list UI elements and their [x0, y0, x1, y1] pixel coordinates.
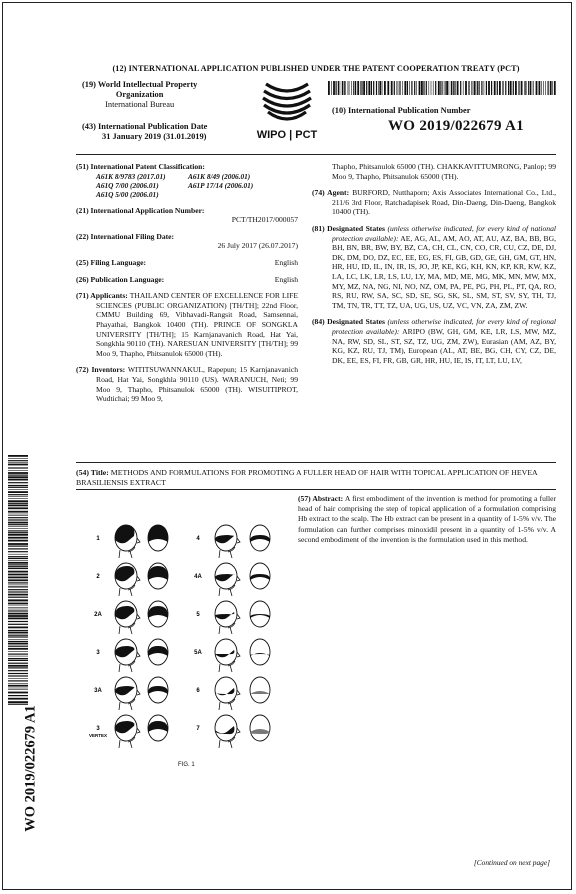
stage-label: 3	[96, 726, 100, 732]
top-view-head	[250, 601, 270, 627]
barcode-bar	[8, 627, 28, 629]
barcode-bar	[8, 656, 28, 657]
barcode-bar	[488, 81, 490, 95]
barcode-bar	[8, 624, 28, 625]
barcode-bar	[379, 81, 381, 95]
barcode-bar	[416, 81, 417, 95]
barcode-bar	[497, 81, 498, 95]
barcode-bar	[8, 554, 28, 555]
national-states-label: (81) Designated States	[312, 223, 385, 233]
barcode-bar	[8, 579, 28, 581]
org-line-1: (19) World Intellectual Property	[82, 80, 198, 89]
publication-barcode	[328, 81, 556, 95]
stage-label: 5A	[194, 650, 202, 656]
barcode-bar	[528, 81, 529, 95]
barcode-bar	[371, 81, 372, 95]
ipc-code	[188, 190, 280, 199]
filing-date: 26 July 2017 (26.07.2017)	[217, 241, 298, 251]
barcode-bar	[328, 81, 330, 95]
barcode-bar	[8, 636, 28, 637]
side-view-head	[115, 715, 140, 748]
side-view-head	[115, 525, 140, 558]
barcode-bar	[505, 81, 506, 95]
barcode-bar	[479, 81, 480, 95]
barcode-bar	[481, 81, 482, 95]
barcode-bar	[8, 607, 28, 608]
barcode-bar	[445, 81, 446, 95]
barcode-bar	[465, 81, 467, 95]
barcode-bar	[8, 603, 28, 604]
barcode-bar	[8, 532, 28, 533]
barcode-bar	[8, 548, 28, 549]
barcode-bar	[8, 599, 28, 601]
abstract-divider	[76, 489, 556, 490]
barcode-bar	[8, 577, 28, 579]
agent-label: (74) Agent:	[312, 188, 350, 198]
application-number-label: (21) International Application Number:	[76, 205, 205, 215]
barcode-bar	[333, 81, 335, 95]
barcode-bar	[384, 81, 386, 95]
barcode-bar	[8, 522, 28, 524]
barcode-bar	[8, 560, 28, 561]
barcode-bar	[440, 81, 441, 95]
barcode-bar	[532, 81, 533, 95]
pub-date-value: 31 January 2019 (31.01.2019)	[102, 132, 207, 141]
barcode-bar	[8, 476, 28, 478]
pub-number-label: (10) International Publication Number	[332, 106, 471, 115]
barcode-bar	[8, 537, 28, 539]
barcode-bar	[457, 81, 459, 95]
barcode-bar	[8, 472, 28, 474]
barcode-bar	[8, 618, 28, 620]
national-states-list: AE, AG, AL, AM, AO, AT, AU, AZ, BA, BB, BG, BH, BN, BR, BW, BY, BZ, CA, CH, CL, CN, CO, CR, CU, CZ, DE, DJ, DK, DM, DO, DZ, EC, EE, EG, ES, FI, GB, GD, GE, GH, GM, GT, HN, HR, HU, ID, IL, IN, IR, IS, JO, JP, KE, KG, KH, KN, KP, KR, KW, KZ, LA, LC, LK, LR, LS, LU, LY, MA, MD, ME, MG, MK, MN, MW, MX, MY, MZ, NA, NG, NI, NO, NZ, OM, PA, PE, PG, PH, PL, PT, QA, RO, RS, RU, RW, SA, SC, SD, SE, SG, SK, SL, SM, ST, SV, SY, TH, TJ, TM, TN, TR, TT, TZ, UA, UG, US, UZ, VC, VN, ZA, ZM, ZW.	[332, 233, 556, 310]
barcode-bar	[8, 551, 28, 552]
barcode-bar	[366, 81, 367, 95]
barcode-bar	[338, 81, 339, 95]
barcode-bar	[407, 81, 408, 95]
hair-loss-scale-figure	[86, 520, 284, 752]
barcode-bar	[357, 81, 359, 95]
barcode-bar	[8, 517, 28, 518]
barcode-bar	[353, 81, 354, 95]
title-text: METHODS AND FORMULATIONS FOR PROMOTING A FULLER HEAD OF HAIR WITH TOPICAL APPLICATION OF HEVEA BRASILIENSIS EXTRACT	[76, 468, 538, 487]
barcode-bar	[8, 582, 28, 583]
barcode-bar	[8, 479, 28, 481]
barcode-bar	[539, 81, 541, 95]
barcode-bar	[8, 585, 28, 586]
barcode-bar	[361, 81, 362, 95]
barcode-bar	[8, 564, 28, 565]
barcode-bar	[349, 81, 350, 95]
barcode-bar	[499, 81, 501, 95]
barcode-bar	[8, 574, 28, 576]
abstract	[298, 494, 556, 545]
filing-language: English	[274, 257, 298, 267]
side-barcode	[8, 455, 28, 705]
barcode-bar	[502, 81, 503, 95]
top-view-head	[250, 715, 270, 741]
ipc-code: A61K 8/9783 (2017.01)	[96, 171, 166, 181]
barcode-bar	[494, 81, 496, 95]
barcode-bar	[525, 81, 526, 95]
barcode-bar	[348, 81, 349, 95]
barcode-bar	[409, 81, 410, 95]
barcode-bar	[8, 462, 28, 463]
barcode-bar	[477, 81, 478, 95]
title-label: (54) Title:	[76, 468, 109, 477]
barcode-bar	[449, 81, 450, 95]
barcode-bar	[419, 81, 421, 95]
side-view-head	[115, 677, 140, 710]
stage-label: 2	[96, 574, 100, 580]
ipc-code: A61P 17/14 (2006.01)	[188, 180, 254, 190]
wipo-organization	[82, 80, 197, 110]
barcode-bar	[8, 621, 28, 622]
barcode-bar	[8, 464, 28, 466]
stage-label: 7	[196, 726, 200, 732]
ipc-codes	[76, 172, 298, 199]
agent-text: BURFORD, Nutthaporn; Axis Associates International Co., Ltd., 211/6 3rd Floor, Ratchadapisek Road, Din-Daeng, Din-Daeng, Bangkok 10400 (TH).	[332, 188, 556, 217]
barcode-bar	[8, 468, 28, 469]
wipo-pct-logo	[244, 80, 330, 142]
barcode-bar	[8, 470, 28, 471]
stage-label: VERTEX	[88, 733, 108, 738]
top-view-head	[148, 677, 168, 703]
org-line-2: Organization	[115, 90, 164, 99]
barcode-bar	[510, 81, 512, 95]
barcode-bar	[8, 540, 28, 542]
top-view-head	[148, 715, 168, 741]
barcode-bar	[433, 81, 434, 95]
barcode-bar	[550, 81, 552, 95]
ipc-code: A61Q 5/00 (2006.01)	[96, 189, 159, 199]
inventors-label: (72) Inventors:	[76, 365, 126, 375]
barcode-bar	[471, 81, 472, 95]
barcode-bar	[554, 81, 556, 95]
barcode-bar	[8, 500, 28, 502]
barcode-bar	[8, 503, 28, 504]
barcode-bar	[545, 81, 546, 95]
barcode-bar	[8, 678, 28, 679]
left-bibliographic-column	[76, 162, 298, 411]
barcode-bar	[8, 524, 28, 525]
barcode-bar	[8, 613, 28, 615]
barcode-bar	[8, 615, 28, 617]
barcode-bar	[468, 81, 469, 95]
side-publication-number: WO 2019/022679 A1	[22, 705, 39, 832]
barcode-bar	[431, 81, 432, 95]
top-view-head	[250, 677, 270, 703]
barcode-bar	[8, 586, 28, 587]
barcode-bar	[8, 654, 28, 655]
barcode-bar	[8, 467, 28, 468]
barcode-bar	[548, 81, 549, 95]
header-divider	[76, 154, 556, 155]
barcode-bar	[454, 81, 455, 95]
pub-date-label: (43) International Publication Date	[82, 122, 208, 131]
barcode-bar	[8, 597, 28, 598]
barcode-bar	[382, 81, 383, 95]
barcode-bar	[8, 610, 28, 611]
barcode-bar	[508, 81, 509, 95]
barcode-bar	[8, 589, 28, 590]
top-view-head	[148, 563, 168, 589]
barcode-bar	[8, 491, 28, 493]
barcode-bar	[8, 496, 28, 497]
publication-language-label: (26) Publication Language:	[76, 274, 165, 284]
barcode-bar	[8, 482, 28, 483]
stage-label: 4A	[194, 574, 202, 580]
applicants-label: (71) Applicants:	[76, 291, 128, 301]
regional-states-list: ARIPO (BW, GH, GM, KE, LR, LS, MW, MZ, NA, RW, SD, SL, ST, SZ, TZ, UG, ZM, ZW), Eurasian (AM, AZ, BY, KG, KZ, RU, TJ, TM), European (AL, AT, BE, BG, CH, CY, CZ, DE, DK, EE, ES, FI, FR, GB, GR, HR, HU, IE, IS, IT, LT, LU, LV,	[332, 326, 556, 365]
barcode-bar	[398, 81, 399, 95]
barcode-bar	[442, 81, 443, 95]
ipc-code: A61Q 7/00 (2006.01)	[96, 180, 159, 190]
side-view-head	[215, 639, 240, 672]
barcode-bar	[484, 81, 485, 95]
barcode-bar	[331, 81, 332, 95]
barcode-bar	[543, 81, 544, 95]
barcode-bar	[491, 81, 492, 95]
barcode-bar	[402, 81, 403, 95]
barcode-bar	[8, 571, 28, 573]
side-view-head	[215, 563, 240, 596]
barcode-bar	[513, 81, 514, 95]
application-number: PCT/TH2017/000057	[231, 215, 298, 225]
side-view-head	[215, 715, 240, 748]
barcode-bar	[373, 81, 374, 95]
publication-language: English	[274, 274, 298, 284]
barcode-bar	[376, 81, 377, 95]
barcode-bar	[533, 81, 534, 95]
barcode-bar	[397, 81, 398, 95]
side-view-head	[115, 639, 140, 672]
barcode-bar	[336, 81, 337, 95]
stage-label: 1	[96, 536, 100, 542]
logo-wordmark: WIPO | PCT	[256, 129, 318, 141]
barcode-bar	[8, 458, 28, 459]
barcode-bar	[435, 81, 436, 95]
barcode-bar	[8, 528, 28, 529]
barcode-bar	[378, 81, 379, 95]
barcode-bar	[351, 81, 352, 95]
side-view-head	[115, 563, 140, 596]
barcode-bar	[8, 475, 28, 476]
applicants-text: THAILAND CENTER OF EXCELLENCE FOR LIFE SCIENCES (PUBLIC ORGANIZATION) [TH/TH]; 22nd Floor, CMMU Building 69, Vibhavadi-Rangsit Road, Samsennai, Phayathai, Bangkok 10400 (TH). PRINCE OF SONGKLA UNIVERSITY [TH/TH]; 15 Karnjanavanich Road, Hat Yai, Songkhla 90110 (TH). NARESUAN UNIVERSITY [TH/TH]; 99 Moo 9, Thapho, Phitsanulok 65000 (TH).	[96, 291, 299, 358]
continued-note: [Continued on next page]	[473, 858, 550, 867]
barcode-bar	[8, 673, 28, 674]
barcode-bar	[521, 81, 523, 95]
top-view-head	[148, 525, 168, 551]
title-divider	[76, 462, 556, 463]
barcode-bar	[8, 556, 28, 557]
barcode-bar	[469, 81, 470, 95]
barcode-bar	[344, 81, 345, 95]
invention-title	[76, 468, 556, 488]
inventors-continued: Thapho, Phitsanulok 65000 (TH). CHAKKAVITTUMRONG, Panlop; 99 Moo 9, Thapho, Phitsanulok 65000 (TH).	[332, 162, 556, 181]
barcode-bar	[530, 81, 531, 95]
barcode-bar	[515, 81, 517, 95]
barcode-bar	[451, 81, 452, 95]
barcode-bar	[340, 81, 341, 95]
barcode-bar	[8, 487, 28, 488]
barcode-bar	[8, 660, 28, 661]
barcode-bar	[8, 605, 28, 606]
filing-date-label: (22) International Filing Date:	[76, 231, 175, 241]
barcode-bar	[8, 543, 28, 545]
regional-states-note: (unless otherwise indicated, for every kind of regional protection available):	[332, 317, 556, 336]
barcode-bar	[453, 81, 454, 95]
barcode-bar	[438, 81, 440, 95]
top-view-head	[250, 639, 270, 665]
stage-label: 6	[196, 688, 200, 694]
stage-label: 3	[96, 650, 100, 656]
barcode-bar	[8, 651, 28, 652]
top-view-head	[148, 601, 168, 627]
barcode-bar	[355, 81, 356, 95]
barcode-bar	[8, 530, 28, 531]
barcode-bar	[363, 81, 365, 95]
barcode-bar	[360, 81, 361, 95]
barcode-bar	[8, 566, 28, 567]
barcode-bar	[541, 81, 542, 95]
barcode-bar	[446, 81, 448, 95]
barcode-bar	[8, 643, 28, 645]
side-view-head	[215, 677, 240, 710]
barcode-bar	[474, 81, 476, 95]
barcode-bar	[518, 81, 519, 95]
barcode-bar	[536, 81, 538, 95]
stage-label: 3A	[94, 688, 102, 694]
barcode-bar	[404, 81, 406, 95]
barcode-bar	[342, 81, 343, 95]
barcode-bar	[460, 81, 461, 95]
side-view-head	[215, 601, 240, 634]
barcode-bar	[8, 594, 28, 596]
ipc-code: A61K 8/49 (2006.01)	[188, 171, 251, 181]
barcode-bar	[8, 658, 28, 659]
barcode-bar	[414, 81, 415, 95]
barcode-bar	[394, 81, 395, 95]
stage-label: 5	[196, 612, 200, 618]
barcode-bar	[8, 680, 28, 681]
top-view-head	[250, 563, 270, 589]
regional-states-label: (84) Designated States	[312, 317, 385, 327]
barcode-bar	[8, 546, 28, 547]
barcode-bar	[368, 81, 370, 95]
pub-number: WO 2019/022679 A1	[388, 118, 524, 134]
publication-date	[82, 122, 207, 142]
inventors-text: WITITSUWANNAKUL, Rapepun; 15 Karnjanavanich Road, Hat Yai, Songkhla 90110 (US). WARANUCH, Neti; 99 Moo 9, Thapho, Phitsanulok 65000 (TH). WISUITIPROT, Wudtichai; 99 Moo 9,	[96, 365, 299, 404]
barcode-bar	[8, 485, 28, 486]
right-bibliographic-column	[312, 162, 556, 372]
abstract-text: A first embodiment of the invention is method for promoting a fuller head of hair comprising the step of topical application of a formulation comprising Hb extract to the scalp. The Hb extract can be present in a quantity of 1-5% v/v. The formulation can further comprises minoxidil present in a quantity of 1-5% v/v. A second embodiment of the invention is the formulation used in this method.	[298, 494, 556, 544]
barcode-bar	[8, 489, 28, 490]
barcode-bar	[8, 648, 28, 650]
figure-caption: FIG. 1	[178, 762, 195, 768]
side-view-head	[115, 601, 140, 634]
barcode-bar	[8, 534, 28, 536]
barcode-bar	[473, 81, 474, 95]
barcode-bar	[8, 526, 28, 527]
barcode-bar	[8, 460, 28, 461]
side-view-head	[215, 525, 240, 558]
top-view-head	[250, 525, 270, 551]
barcode-bar	[524, 81, 525, 95]
barcode-bar	[399, 81, 400, 95]
barcode-bar	[423, 81, 424, 95]
barcode-bar	[444, 81, 445, 95]
barcode-bar	[421, 81, 423, 95]
stage-label: 4	[196, 536, 200, 542]
barcode-bar	[8, 562, 28, 564]
ipc-label: (51) International Patent Classification:	[76, 162, 205, 171]
barcode-bar	[8, 558, 28, 559]
barcode-bar	[426, 81, 427, 95]
barcode-bar	[8, 676, 28, 677]
barcode-bar	[411, 81, 412, 95]
barcode-bar	[8, 511, 28, 513]
barcode-bar	[8, 602, 28, 603]
barcode-bar	[8, 646, 28, 647]
barcode-bar	[387, 81, 389, 95]
barcode-bar	[345, 81, 346, 95]
barcode-bar	[8, 667, 28, 668]
barcode-bar	[8, 675, 28, 676]
barcode-bar	[391, 81, 393, 95]
barcode-bar	[8, 632, 28, 634]
barcode-bar	[429, 81, 430, 95]
barcode-bar	[8, 515, 28, 516]
barcode-bar	[552, 81, 553, 95]
stage-label: 2A	[94, 612, 102, 618]
filing-language-label: (25) Filing Language:	[76, 257, 147, 267]
org-line-3: International Bureau	[105, 100, 175, 109]
barcode-bar	[8, 663, 28, 664]
barcode-bar	[8, 494, 28, 495]
barcode-bar	[8, 670, 28, 671]
barcode-bar	[8, 568, 28, 569]
abstract-label: (57) Abstract:	[298, 494, 344, 503]
barcode-bar	[8, 498, 28, 499]
barcode-bar	[8, 641, 28, 642]
barcode-bar	[463, 81, 464, 95]
barcode-bar	[8, 519, 28, 520]
barcode-bar	[8, 639, 28, 640]
barcode-bar	[8, 609, 28, 610]
national-states-note: (unless otherwise indicated, for every kind of national protection available):	[332, 223, 556, 243]
top-view-head	[148, 639, 168, 665]
barcode-bar	[8, 455, 28, 457]
barcode-bar	[8, 635, 28, 636]
barcode-bar	[8, 630, 28, 631]
barcode-bar	[8, 505, 28, 507]
barcode-bar	[486, 81, 487, 95]
barcode-bar	[8, 591, 28, 592]
barcode-bar	[8, 514, 28, 515]
barcode-bar	[8, 665, 28, 667]
barcode-bar	[8, 507, 28, 509]
document-type-heading: (12) INTERNATIONAL APPLICATION PUBLISHED UNDER THE PATENT COOPERATION TREATY (PCT)	[112, 64, 520, 73]
